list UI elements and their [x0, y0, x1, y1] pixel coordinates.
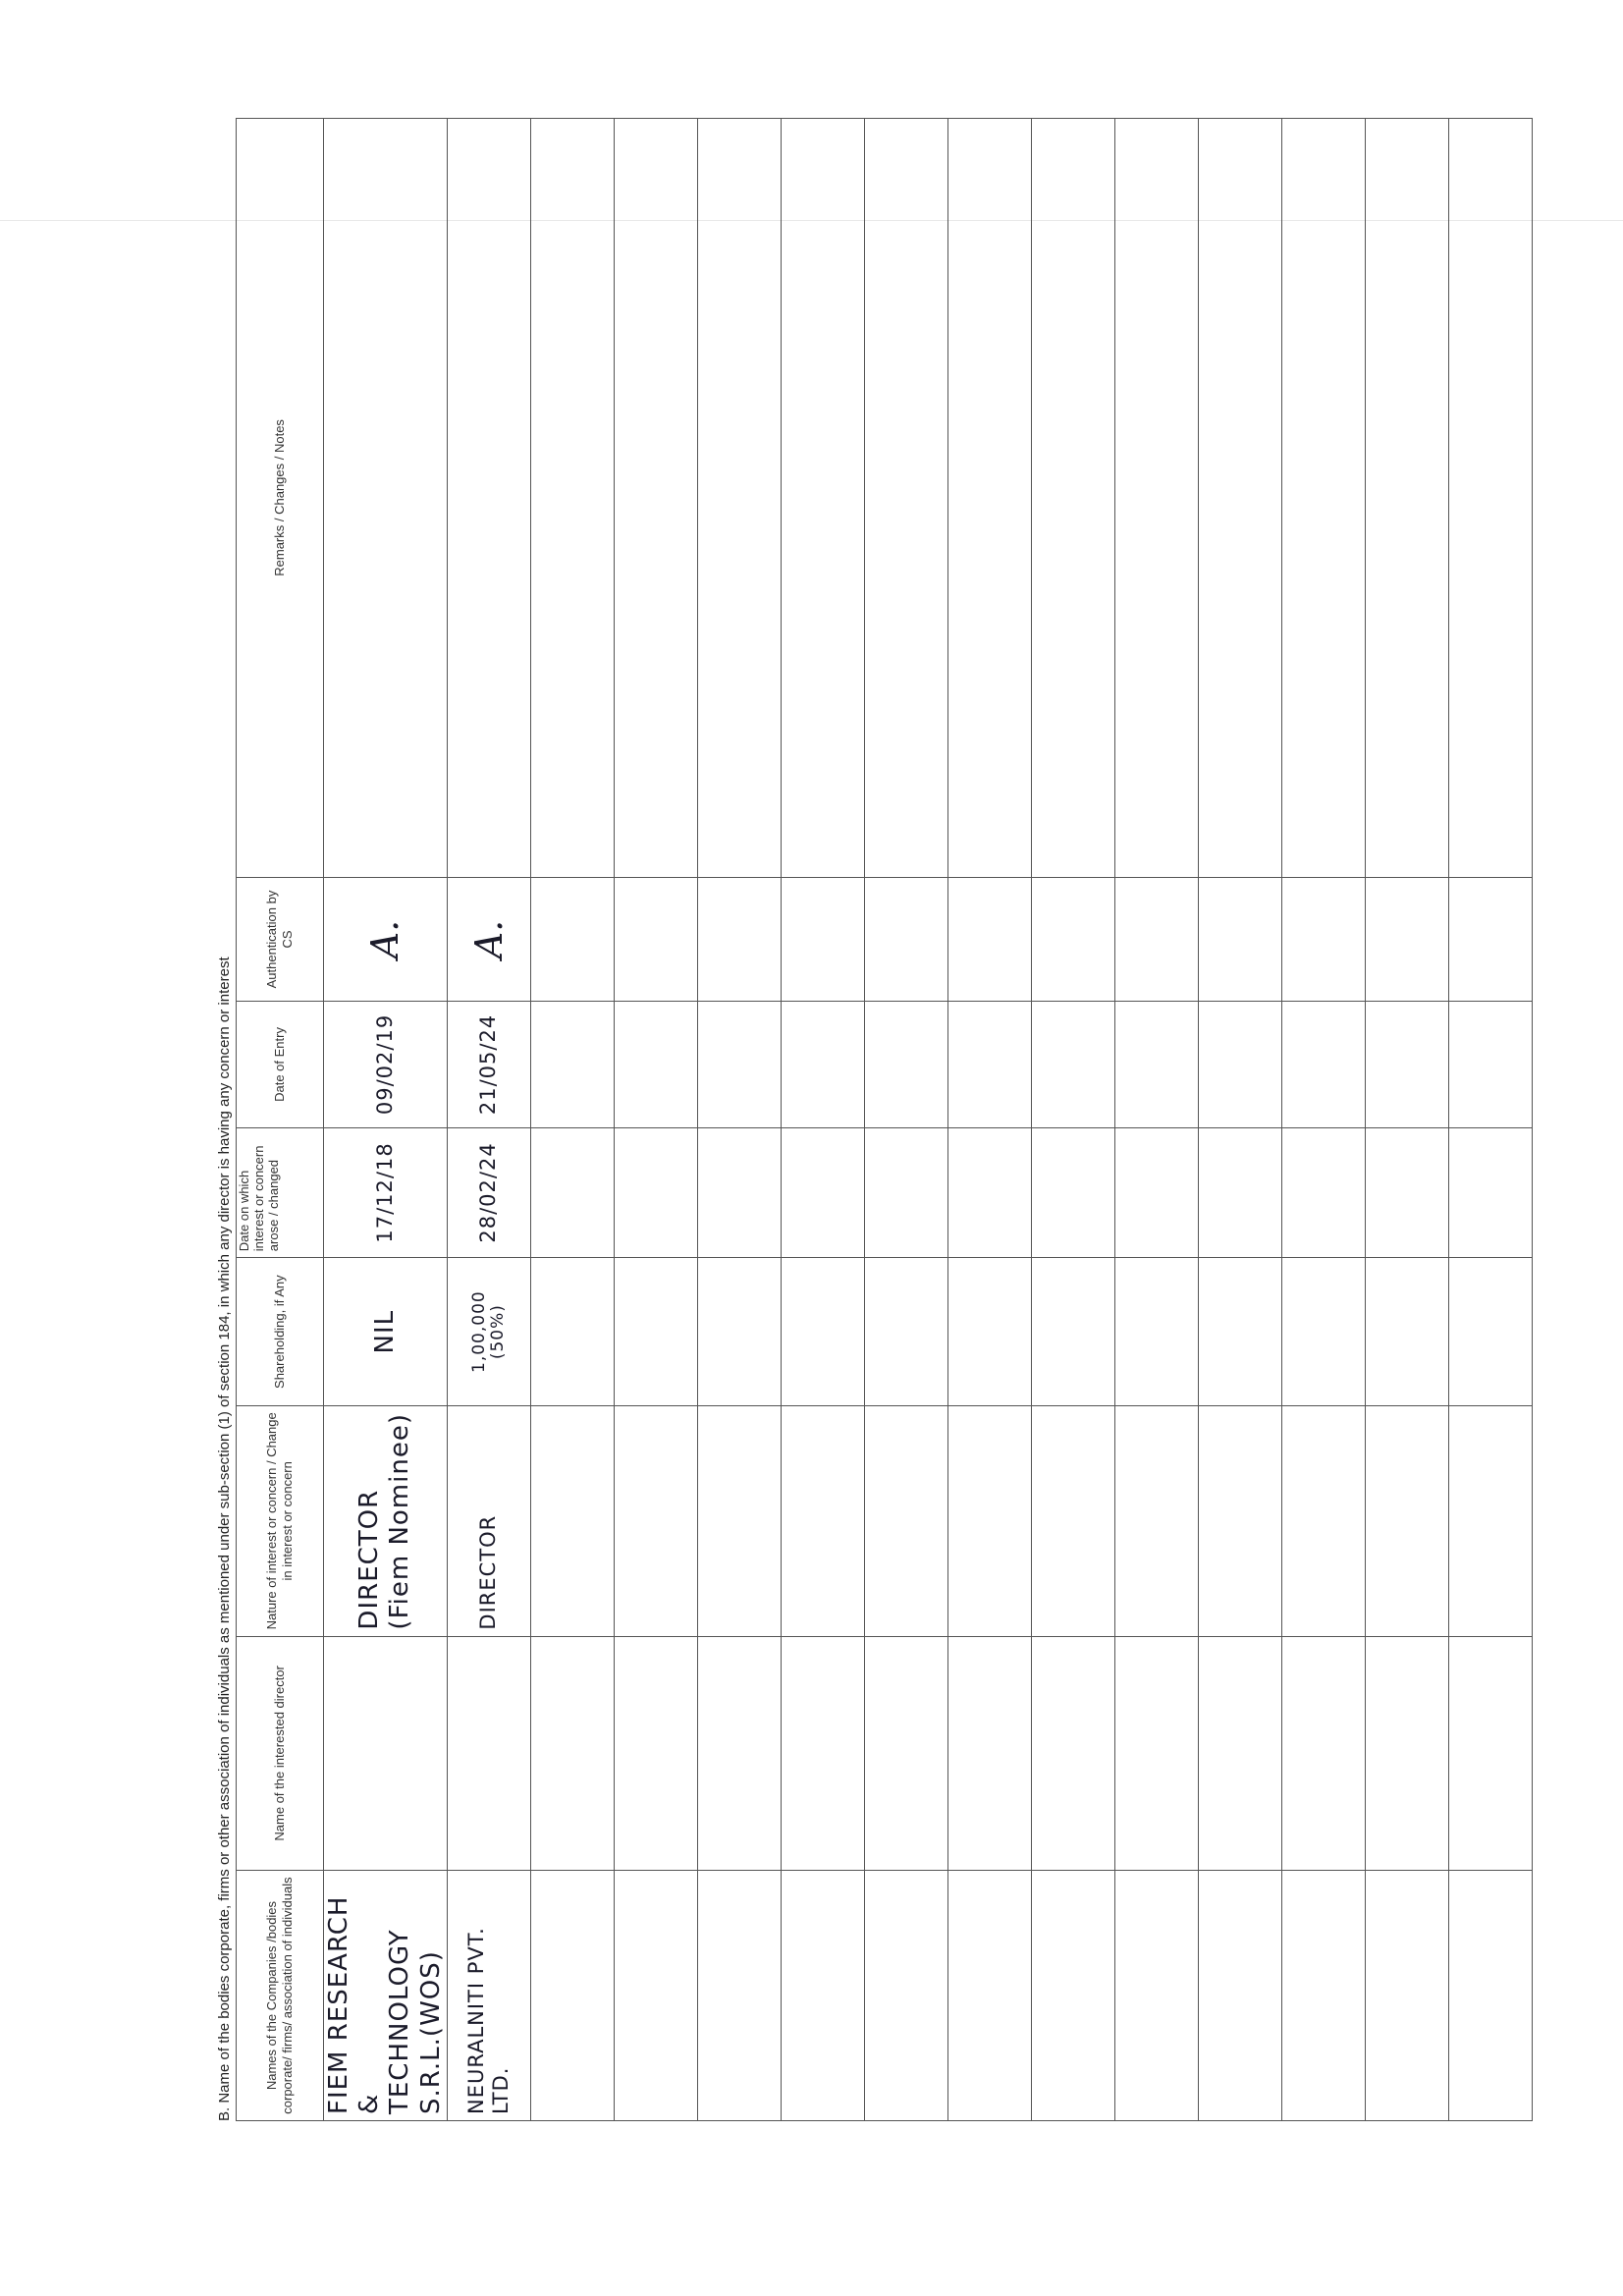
date-entry-cell — [530, 1002, 614, 1127]
authentication-cell — [324, 877, 448, 1001]
shareholding-cell — [697, 1258, 781, 1406]
table-row-empty — [864, 119, 947, 2121]
nature-line2: (Fiem Nominee) — [385, 1413, 415, 1630]
shareholding-cell — [947, 1258, 1031, 1406]
date-entry-cell — [947, 1002, 1031, 1127]
company-cell — [1281, 1871, 1365, 2121]
shareholding-value: 1,00,000 — [469, 1290, 490, 1373]
date-entry-cell — [1448, 1002, 1532, 1127]
col-header-remarks: Remarks / Changes / Notes — [237, 119, 324, 878]
shareholding-percent: (50%) — [487, 1304, 508, 1360]
table-row-empty — [1281, 119, 1365, 2121]
company-cell — [1365, 1871, 1448, 2121]
nature-cell — [1114, 1406, 1198, 1636]
remarks-cell — [1448, 119, 1532, 878]
remarks-cell — [1198, 119, 1281, 878]
remarks-cell — [614, 119, 697, 878]
cs-signature: A. — [466, 919, 511, 959]
authentication-cell — [1031, 877, 1114, 1001]
company-cell — [864, 1871, 947, 2121]
shareholding-cell — [324, 1258, 448, 1406]
date-arose-cell — [614, 1127, 697, 1258]
table-row-empty — [947, 119, 1031, 2121]
shareholding-cell — [1114, 1258, 1198, 1406]
remarks-cell — [530, 119, 614, 878]
shareholding-cell — [1031, 1258, 1114, 1406]
date-arose-cell: 28/02/24 — [447, 1127, 530, 1258]
date-arose-cell — [1365, 1127, 1448, 1258]
col-header-authentication: Authentication by CS — [237, 877, 324, 1001]
date-entry-cell: 21/05/24 — [447, 1002, 530, 1127]
shareholding-cell — [781, 1258, 864, 1406]
date-arose-cell — [697, 1127, 781, 1258]
company-cell — [697, 1871, 781, 2121]
date-entry-cell: 09/02/19 — [324, 1002, 448, 1127]
remarks-cell — [1281, 119, 1365, 878]
company-cell — [1114, 1871, 1198, 2121]
nature-cell — [1198, 1406, 1281, 1636]
date-arose-cell — [1448, 1127, 1532, 1258]
table-row-empty — [1114, 119, 1198, 2121]
date-entry-cell — [697, 1002, 781, 1127]
date-entry-cell — [1114, 1002, 1198, 1127]
col-header-shareholding: Shareholding, if Any — [237, 1258, 324, 1406]
date-entry-cell — [1281, 1002, 1365, 1127]
authentication-cell — [1281, 877, 1365, 1001]
director-cell — [530, 1636, 614, 1871]
remarks-cell — [447, 119, 530, 878]
date-arose-cell — [1114, 1127, 1198, 1258]
authentication-cell — [447, 877, 530, 1001]
col-header-nature: Nature of interest or concern / Change in interest or concern — [237, 1406, 324, 1636]
date-entry-cell — [1198, 1002, 1281, 1127]
shareholding-value: NIL — [369, 1309, 400, 1354]
nature-cell — [947, 1406, 1031, 1636]
table-row-empty — [1198, 119, 1281, 2121]
date-entry-cell — [864, 1002, 947, 1127]
date-arose-cell — [1031, 1127, 1114, 1258]
nature-cell — [614, 1406, 697, 1636]
director-cell — [1448, 1636, 1532, 1871]
authentication-cell — [1365, 877, 1448, 1001]
director-cell — [1281, 1636, 1365, 1871]
director-cell — [324, 1636, 448, 1871]
nature-cell — [530, 1406, 614, 1636]
authentication-cell — [947, 877, 1031, 1001]
director-cell — [1365, 1636, 1448, 1871]
table-row-empty — [1365, 119, 1448, 2121]
company-name-line2: TECHNOLOGY S.R.L.(WOS) — [385, 1929, 446, 2114]
authentication-cell — [1448, 877, 1532, 1001]
date-arose-cell — [781, 1127, 864, 1258]
remarks-cell — [1365, 119, 1448, 878]
nature-cell — [1281, 1406, 1365, 1636]
table-row-empty — [530, 119, 614, 2121]
director-cell — [781, 1636, 864, 1871]
date-arose-cell — [1198, 1127, 1281, 1258]
shareholding-cell — [1281, 1258, 1365, 1406]
table-row — [447, 119, 530, 2121]
shareholding-cell — [1198, 1258, 1281, 1406]
col-header-company: Names of the Companies /bodies corporate/ firms/ association of individuals — [237, 1871, 324, 2121]
director-cell — [864, 1636, 947, 1871]
remarks-cell — [697, 119, 781, 878]
date-arose-cell — [530, 1127, 614, 1258]
authentication-cell — [1114, 877, 1198, 1001]
company-cell — [447, 1871, 530, 2121]
company-cell — [1031, 1871, 1114, 2121]
shareholding-cell — [447, 1258, 530, 1406]
shareholding-cell — [864, 1258, 947, 1406]
remarks-cell — [1114, 119, 1198, 878]
date-entry-cell — [1031, 1002, 1114, 1127]
authentication-cell — [614, 877, 697, 1001]
authentication-cell — [864, 877, 947, 1001]
remarks-cell — [781, 119, 864, 878]
remarks-cell — [864, 119, 947, 878]
company-cell — [1198, 1871, 1281, 2121]
director-cell — [697, 1636, 781, 1871]
nature-cell — [1448, 1406, 1532, 1636]
shareholding-cell — [614, 1258, 697, 1406]
table-row-empty — [1031, 119, 1114, 2121]
nature-cell — [697, 1406, 781, 1636]
date-arose-cell — [1281, 1127, 1365, 1258]
table-row-empty — [614, 119, 697, 2121]
director-cell — [1114, 1636, 1198, 1871]
table-row-empty — [1448, 119, 1532, 2121]
table-row-empty — [697, 119, 781, 2121]
shareholding-cell — [1448, 1258, 1532, 1406]
nature-cell — [781, 1406, 864, 1636]
date-arose-cell — [864, 1127, 947, 1258]
company-name-line1: FIEM RESEARCH & — [324, 1895, 385, 2114]
authentication-cell — [530, 877, 614, 1001]
nature-cell — [864, 1406, 947, 1636]
authentication-cell — [781, 877, 864, 1001]
company-cell — [781, 1871, 864, 2121]
director-interest-register-table — [236, 118, 1533, 2121]
section-caption: B. Name of the bodies corporate, firms or other association of individuals as mentioned under sub-section (1) of section 184, in which any director is having any concern or interest — [216, 957, 233, 2121]
nature-cell — [1365, 1406, 1448, 1636]
col-header-date-entry: Date of Entry — [237, 1002, 324, 1127]
nature-cell — [324, 1406, 448, 1636]
nature-cell — [1031, 1406, 1114, 1636]
table-row — [324, 119, 448, 2121]
remarks-cell — [947, 119, 1031, 878]
table-row-empty — [781, 119, 864, 2121]
date-arose-cell — [947, 1127, 1031, 1258]
company-cell — [1448, 1871, 1532, 2121]
header-row — [237, 119, 324, 2121]
shareholding-cell — [1365, 1258, 1448, 1406]
company-cell — [614, 1871, 697, 2121]
cs-signature: A. — [363, 919, 407, 959]
director-cell — [1198, 1636, 1281, 1871]
nature-cell — [447, 1406, 530, 1636]
date-arose-cell: 17/12/18 — [324, 1127, 448, 1258]
date-entry-cell — [1365, 1002, 1448, 1127]
remarks-cell — [324, 119, 448, 878]
company-cell — [324, 1871, 448, 2121]
remarks-cell — [1031, 119, 1114, 878]
shareholding-cell — [530, 1258, 614, 1406]
nature-line1: DIRECTOR — [476, 1514, 501, 1630]
company-cell — [530, 1871, 614, 2121]
company-cell — [947, 1871, 1031, 2121]
authentication-cell — [697, 877, 781, 1001]
company-name-line1: NEURALNITI PVT. LTD. — [463, 1927, 513, 2114]
date-entry-cell — [781, 1002, 864, 1127]
col-header-date-arose: Date on which interest or concern arose / changed — [237, 1127, 324, 1258]
director-cell — [1031, 1636, 1114, 1871]
col-header-director: Name of the interested director — [237, 1636, 324, 1871]
director-cell — [947, 1636, 1031, 1871]
date-entry-cell — [614, 1002, 697, 1127]
nature-line1: DIRECTOR — [354, 1489, 385, 1630]
director-cell — [614, 1636, 697, 1871]
director-cell — [447, 1636, 530, 1871]
rotated-register-page — [216, 118, 1492, 2121]
authentication-cell — [1198, 877, 1281, 1001]
